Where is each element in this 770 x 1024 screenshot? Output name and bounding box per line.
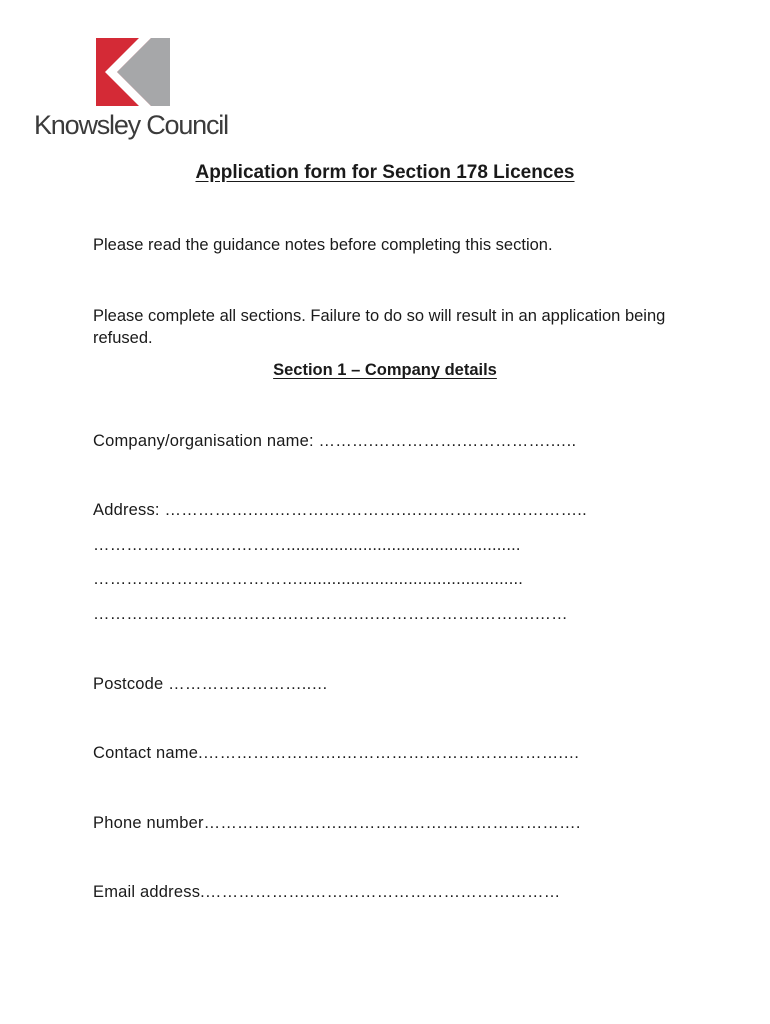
postcode-field[interactable]: Postcode ……………………..… (93, 675, 329, 693)
phone-number-field[interactable]: Phone number…………………….……………………………………. (93, 814, 581, 832)
email-address-field[interactable]: Email address.……………….……………………………………… (93, 883, 561, 901)
complete-all-note: Please complete all sections. Failure to do so will result in an application being refused. (93, 307, 666, 347)
knowsley-logo-icon (96, 38, 170, 106)
logo-wordmark: Knowsley Council (34, 110, 228, 140)
address-field-line-1[interactable]: Address: …………….….……….………….….……………….……….. (93, 501, 587, 519)
section-1-heading: Section 1 – Company details (273, 361, 497, 379)
address-field-line-4[interactable]: ……………………………….……….….……………….……….…… (93, 605, 568, 623)
contact-name-field[interactable]: Contact name.…………………….………………………………….… (93, 744, 580, 762)
knowsley-council-logo (34, 38, 254, 148)
company-name-field[interactable]: Company/organisation name: ……….…………….…………….….. (93, 432, 577, 450)
guidance-note: Please read the guidance notes before completing this section. (93, 236, 553, 254)
address-field-line-3[interactable]: ………………….……………............................................... (93, 570, 524, 588)
page-title: Application form for Section 178 Licences (195, 162, 575, 183)
address-field-line-2[interactable]: ………………….….………................................................. (93, 536, 521, 554)
